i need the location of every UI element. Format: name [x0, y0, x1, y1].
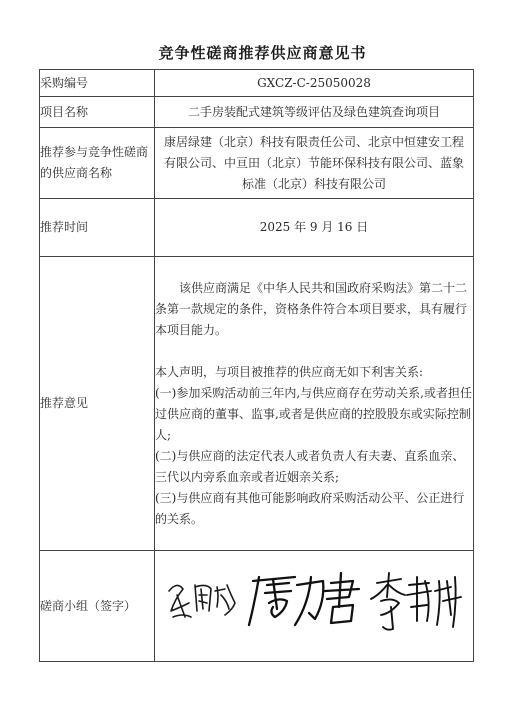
- row-project-name: [40, 97, 474, 128]
- row-project-no: [40, 70, 474, 97]
- row-suppliers: [40, 128, 474, 199]
- declaration-item-2: (二)与供应商的法定代表人或者负责人有夫妻、直系血亲、三代以内旁系血亲或者近姻亲关系;: [155, 448, 465, 484]
- signature-3: [371, 573, 461, 630]
- row-opinion: [40, 257, 474, 551]
- date-label: 推荐时间: [40, 199, 155, 257]
- project-no-label: 采购编号: [40, 70, 155, 97]
- declaration-item-1: (一)参加采购活动前三年内,与供应商存在劳动关系,或者担任过供应商的董事、监事,或者是供应商的控股股东或实际控制人;: [155, 385, 472, 442]
- opinion-content: [155, 257, 474, 551]
- row-date: [40, 199, 474, 257]
- handwritten-signatures: [155, 551, 474, 654]
- declaration-item-3: (三)与供应商有其他可能影响政府采购活动公平、公正进行的关系。: [155, 490, 465, 526]
- recommendation-form: [39, 69, 474, 662]
- suppliers-label: 推荐参与竞争性磋商的供应商名称: [40, 128, 155, 199]
- signature-2: [249, 573, 359, 625]
- project-name-label: 项目名称: [40, 97, 155, 128]
- row-signature: [40, 551, 474, 662]
- project-name-value: 二手房装配式建筑等级评估及绿色建筑查询项目: [155, 97, 474, 128]
- signature-label: 磋商小组（签字）: [40, 551, 155, 662]
- opinion-paragraph: 该供应商满足《中华人民共和国政府采购法》第二十二条第一款规定的条件，资格条件符合本项目要求，具有履行本项目能力。: [155, 280, 468, 337]
- document-title: 竞争性磋商推荐供应商意见书: [158, 44, 367, 62]
- date-value: 2025 年 9 月 16 日: [155, 199, 474, 257]
- signature-area: [155, 551, 474, 662]
- paragraph-spacer: [155, 341, 473, 362]
- opinion-label: 推荐意见: [40, 257, 155, 551]
- suppliers-value: 康居绿建（北京）科技有限责任公司、北京中恒建安工程有限公司、中亘田（北京）节能环保科技有限公司、蓝象标准（北京）科技有限公司: [155, 128, 474, 199]
- project-no-value: GXCZ-C-25050028: [155, 70, 474, 97]
- declaration-text: 本人声明，与项目被推荐的供应商无如下利害关系:: [155, 364, 424, 379]
- signature-1: [169, 585, 235, 617]
